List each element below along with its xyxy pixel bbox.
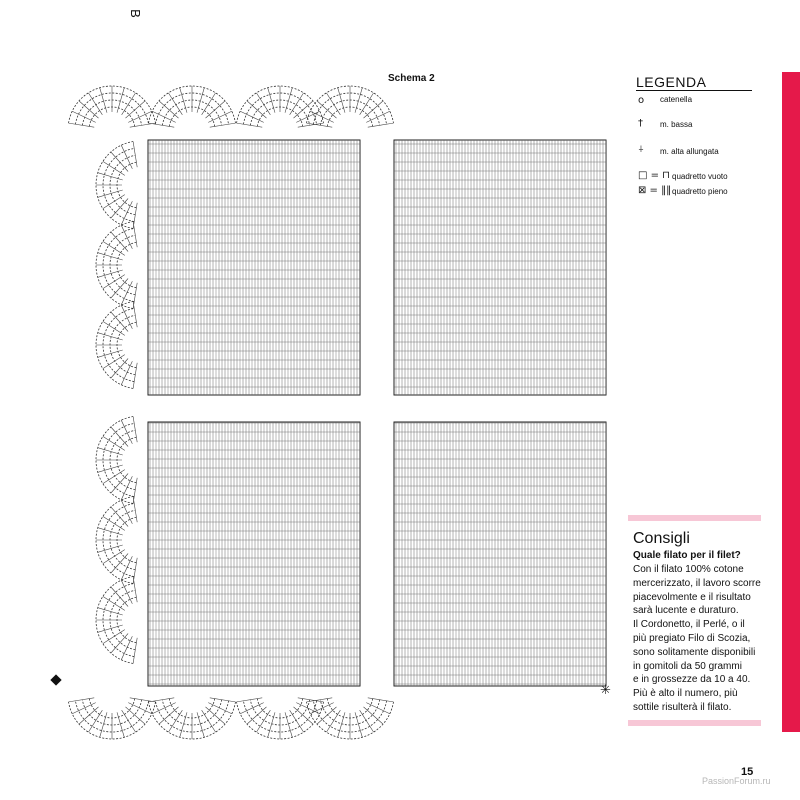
schema-title: Schema 2: [388, 73, 435, 84]
left-fan-upper-2: [96, 302, 137, 389]
legend-label-quadretto-pieno: quadretto pieno: [672, 187, 728, 196]
top-fan-3: [307, 86, 394, 127]
open-square-icon: □ = ⊓: [638, 170, 670, 181]
top-fan-2: [237, 86, 324, 127]
bottom-fan-2: [237, 698, 324, 739]
legend-label-catenella: catenella: [660, 95, 693, 104]
left-fan-upper-0: [96, 142, 137, 229]
bottom-fan-3: [307, 698, 394, 739]
legend-title: LEGENDA: [636, 74, 707, 90]
tips-body: Con il filato 100% cotone mercerizzato, il lavoro scorre piacevolmente e il risultato sarà lucente e duraturo. Il Cordonetto, il Perlé, o il più pregiato Filo di Scozia, sono solitamente disponibili in gomitoli da 50 grammi e in grossezze da 10 a 40. Più è alto il numero, più sottile risulterà il filato.: [633, 564, 761, 713]
section-letter: B: [127, 9, 143, 18]
asterisk-marker: ✳: [600, 682, 611, 697]
left-fan-upper-1: [96, 222, 137, 309]
single-crochet-icon: †: [638, 118, 643, 129]
filet-grid-top-left: [148, 140, 360, 395]
left-fan-lower-1: [96, 497, 137, 584]
bottom-fan-1: [149, 698, 236, 739]
left-fan-lower-2: [96, 577, 137, 664]
tips-title: Consigli: [633, 530, 690, 547]
legend-label-quadretto-vuoto: quadretto vuoto: [672, 172, 728, 181]
tips-top-bar: [628, 515, 761, 521]
filled-square-icon: ⊠ = ‖‖: [638, 185, 672, 196]
bottom-fan-0: [69, 698, 156, 739]
filet-grid-bottom-right: [394, 422, 606, 686]
tips-bottom-bar: [628, 720, 761, 726]
tips-question: Quale filato per il filet?: [633, 550, 741, 561]
triple-crochet-icon: ⍭: [638, 144, 644, 155]
filet-grid-bottom-left: [148, 422, 360, 686]
top-fan-0: [69, 86, 156, 127]
legend-divider: [636, 90, 752, 91]
page-number: 15: [741, 766, 754, 778]
left-fan-lower-0: [96, 417, 137, 504]
legend-label-m-alta-allungata: m. alta allungata: [660, 147, 719, 156]
chain-oval-icon: o: [638, 95, 645, 106]
top-fan-1: [149, 86, 236, 127]
watermark: PassionForum.ru: [702, 776, 771, 786]
legend-label-m-bassa: m. bassa: [660, 120, 693, 129]
filet-grid-top-right: [394, 140, 606, 395]
